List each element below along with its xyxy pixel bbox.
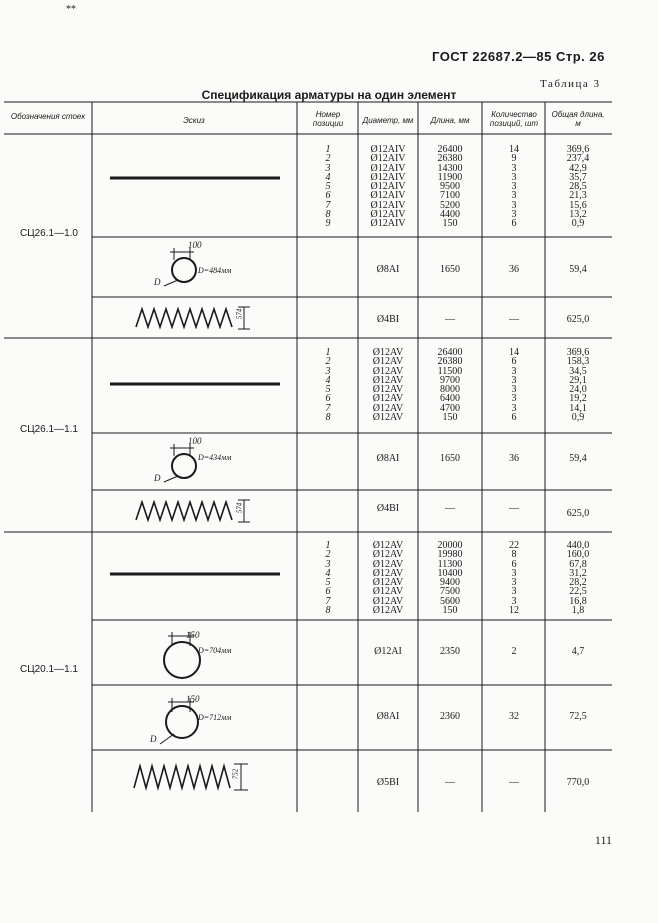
table-label: Таблица 3 bbox=[540, 78, 601, 90]
ring-diameter: Ø12AI bbox=[374, 646, 402, 657]
counts-list: 14 9 3 3 3 3 3 3 6 bbox=[509, 144, 519, 230]
col-count: Количество позиций, шт bbox=[489, 110, 539, 128]
corner-mark: ** bbox=[66, 4, 76, 15]
designation-sc26-1-1-1: СЦ26.1—1.1 bbox=[20, 424, 78, 435]
lengths-list: 26400 26380 11500 9700 8000 6400 4700 150 bbox=[437, 347, 463, 424]
ring-total: 72,5 bbox=[569, 711, 587, 722]
totals-list: 369,6 158,3 34,5 29,1 24,0 19,2 14,1 0,9 bbox=[566, 347, 590, 424]
standard-header: ГОСТ 22687.2—85 Стр. 26 bbox=[432, 49, 605, 64]
spiral-dim-label: 574 bbox=[235, 502, 244, 514]
table-title: Спецификация арматуры на один элемент bbox=[201, 88, 457, 102]
col-designation: Обозначения стоек bbox=[10, 112, 86, 121]
spiral-dim-label: 752 bbox=[231, 768, 240, 780]
ring-total: 59,4 bbox=[569, 453, 587, 464]
ring-total: 59,4 bbox=[569, 264, 587, 275]
spiral-total: 625,0 bbox=[566, 314, 590, 325]
diameters-list: Ø12AIV Ø12AIV Ø12AIV Ø12AIV Ø12AIV Ø12AIV Ø12AIV Ø12AIV Ø12AIV bbox=[370, 144, 406, 230]
ring-diameter-note: D=434мм bbox=[198, 453, 232, 462]
positions-list: 1 2 3 4 5 6 7 8 bbox=[325, 347, 331, 424]
ring-diameter: Ø8AI bbox=[376, 264, 400, 275]
ring-sketch bbox=[150, 436, 290, 488]
spiral-diameter: Ø5BI bbox=[376, 777, 400, 788]
ring-dim-label: 150 bbox=[186, 694, 200, 704]
straight-bar-sketch bbox=[100, 376, 290, 396]
spiral-dim-label: 574 bbox=[235, 308, 244, 320]
ring-diameter: Ø8AI bbox=[376, 453, 400, 464]
diameters-list: Ø12AV Ø12AV Ø12AV Ø12AV Ø12AV Ø12AV Ø12AV Ø12AV bbox=[372, 347, 404, 424]
diameters-list: Ø12AV Ø12AV Ø12AV Ø12AV Ø12AV Ø12AV Ø12AV Ø12AV bbox=[372, 540, 404, 617]
counts-list: 22 8 6 3 3 3 3 12 bbox=[509, 540, 519, 617]
spiral-count: — bbox=[509, 314, 519, 325]
totals-list: 369,6 237,4 42,9 35,7 28,5 21,3 15,6 13,2 0,9 bbox=[566, 144, 590, 230]
spiral-length: — bbox=[445, 777, 455, 788]
ring-count: 36 bbox=[509, 264, 519, 275]
spiral-total: 625,0 bbox=[566, 508, 590, 519]
spiral-length: — bbox=[445, 314, 455, 325]
straight-bar-sketch bbox=[100, 170, 290, 190]
col-total: Общая длина, м bbox=[551, 110, 605, 128]
ring-diameter: Ø8AI bbox=[376, 711, 400, 722]
totals-list: 440,0 160,0 67,8 31,2 28,2 22,5 16,8 1,8 bbox=[566, 540, 590, 617]
ring-diameter-note: D=712мм bbox=[198, 713, 232, 722]
designation-sc20-1-1-1: СЦ20.1—1.1 bbox=[20, 664, 78, 675]
ring-length: 1650 bbox=[440, 264, 460, 275]
designation-sc26-1-1-0: СЦ26.1—1.0 bbox=[20, 228, 78, 239]
spiral-diameter: Ø4BI bbox=[376, 314, 400, 325]
col-diameter: Диаметр, мм bbox=[362, 116, 414, 125]
ring-count: 36 bbox=[509, 453, 519, 464]
lengths-list: 26400 26380 14300 11900 9500 7100 5200 4400 150 bbox=[437, 144, 463, 230]
straight-bar-sketch bbox=[100, 566, 290, 586]
col-sketch: Эскиз bbox=[183, 116, 205, 125]
positions-list: 1 2 3 4 5 6 7 8 9 bbox=[325, 144, 331, 230]
ring-dim-label: 100 bbox=[188, 436, 202, 446]
spiral-length: — bbox=[445, 503, 455, 514]
ring-diameter-note: D=704мм bbox=[198, 646, 232, 655]
ring-total: 4,7 bbox=[571, 646, 585, 657]
spiral-diameter: Ø4BI bbox=[376, 503, 400, 514]
positions-list: 1 2 3 4 5 6 7 8 bbox=[325, 540, 331, 617]
ring-length: 1650 bbox=[440, 453, 460, 464]
spiral-total: 770,0 bbox=[566, 777, 590, 788]
ring-count: 2 bbox=[511, 646, 517, 657]
ring-count: 32 bbox=[509, 711, 519, 722]
ring-d-label: D bbox=[150, 734, 157, 744]
lengths-list: 20000 19980 11300 10400 9400 7500 5600 150 bbox=[437, 540, 463, 617]
ring-dim-label: 150 bbox=[186, 630, 200, 640]
spiral-count: — bbox=[509, 503, 519, 514]
ring-length: 2360 bbox=[440, 711, 460, 722]
ring-dim-label: 100 bbox=[188, 240, 202, 250]
ring-length: 2350 bbox=[440, 646, 460, 657]
ring-d-label: D bbox=[154, 277, 161, 287]
col-position: Номер позиции bbox=[312, 110, 344, 128]
spiral-count: — bbox=[509, 777, 519, 788]
ring-d-label: D bbox=[154, 473, 161, 483]
page-number: 111 bbox=[594, 833, 612, 847]
ring-diameter-note: D=484мм bbox=[198, 266, 232, 275]
col-length: Длина, мм bbox=[430, 116, 470, 125]
counts-list: 14 6 3 3 3 3 3 6 bbox=[509, 347, 519, 424]
